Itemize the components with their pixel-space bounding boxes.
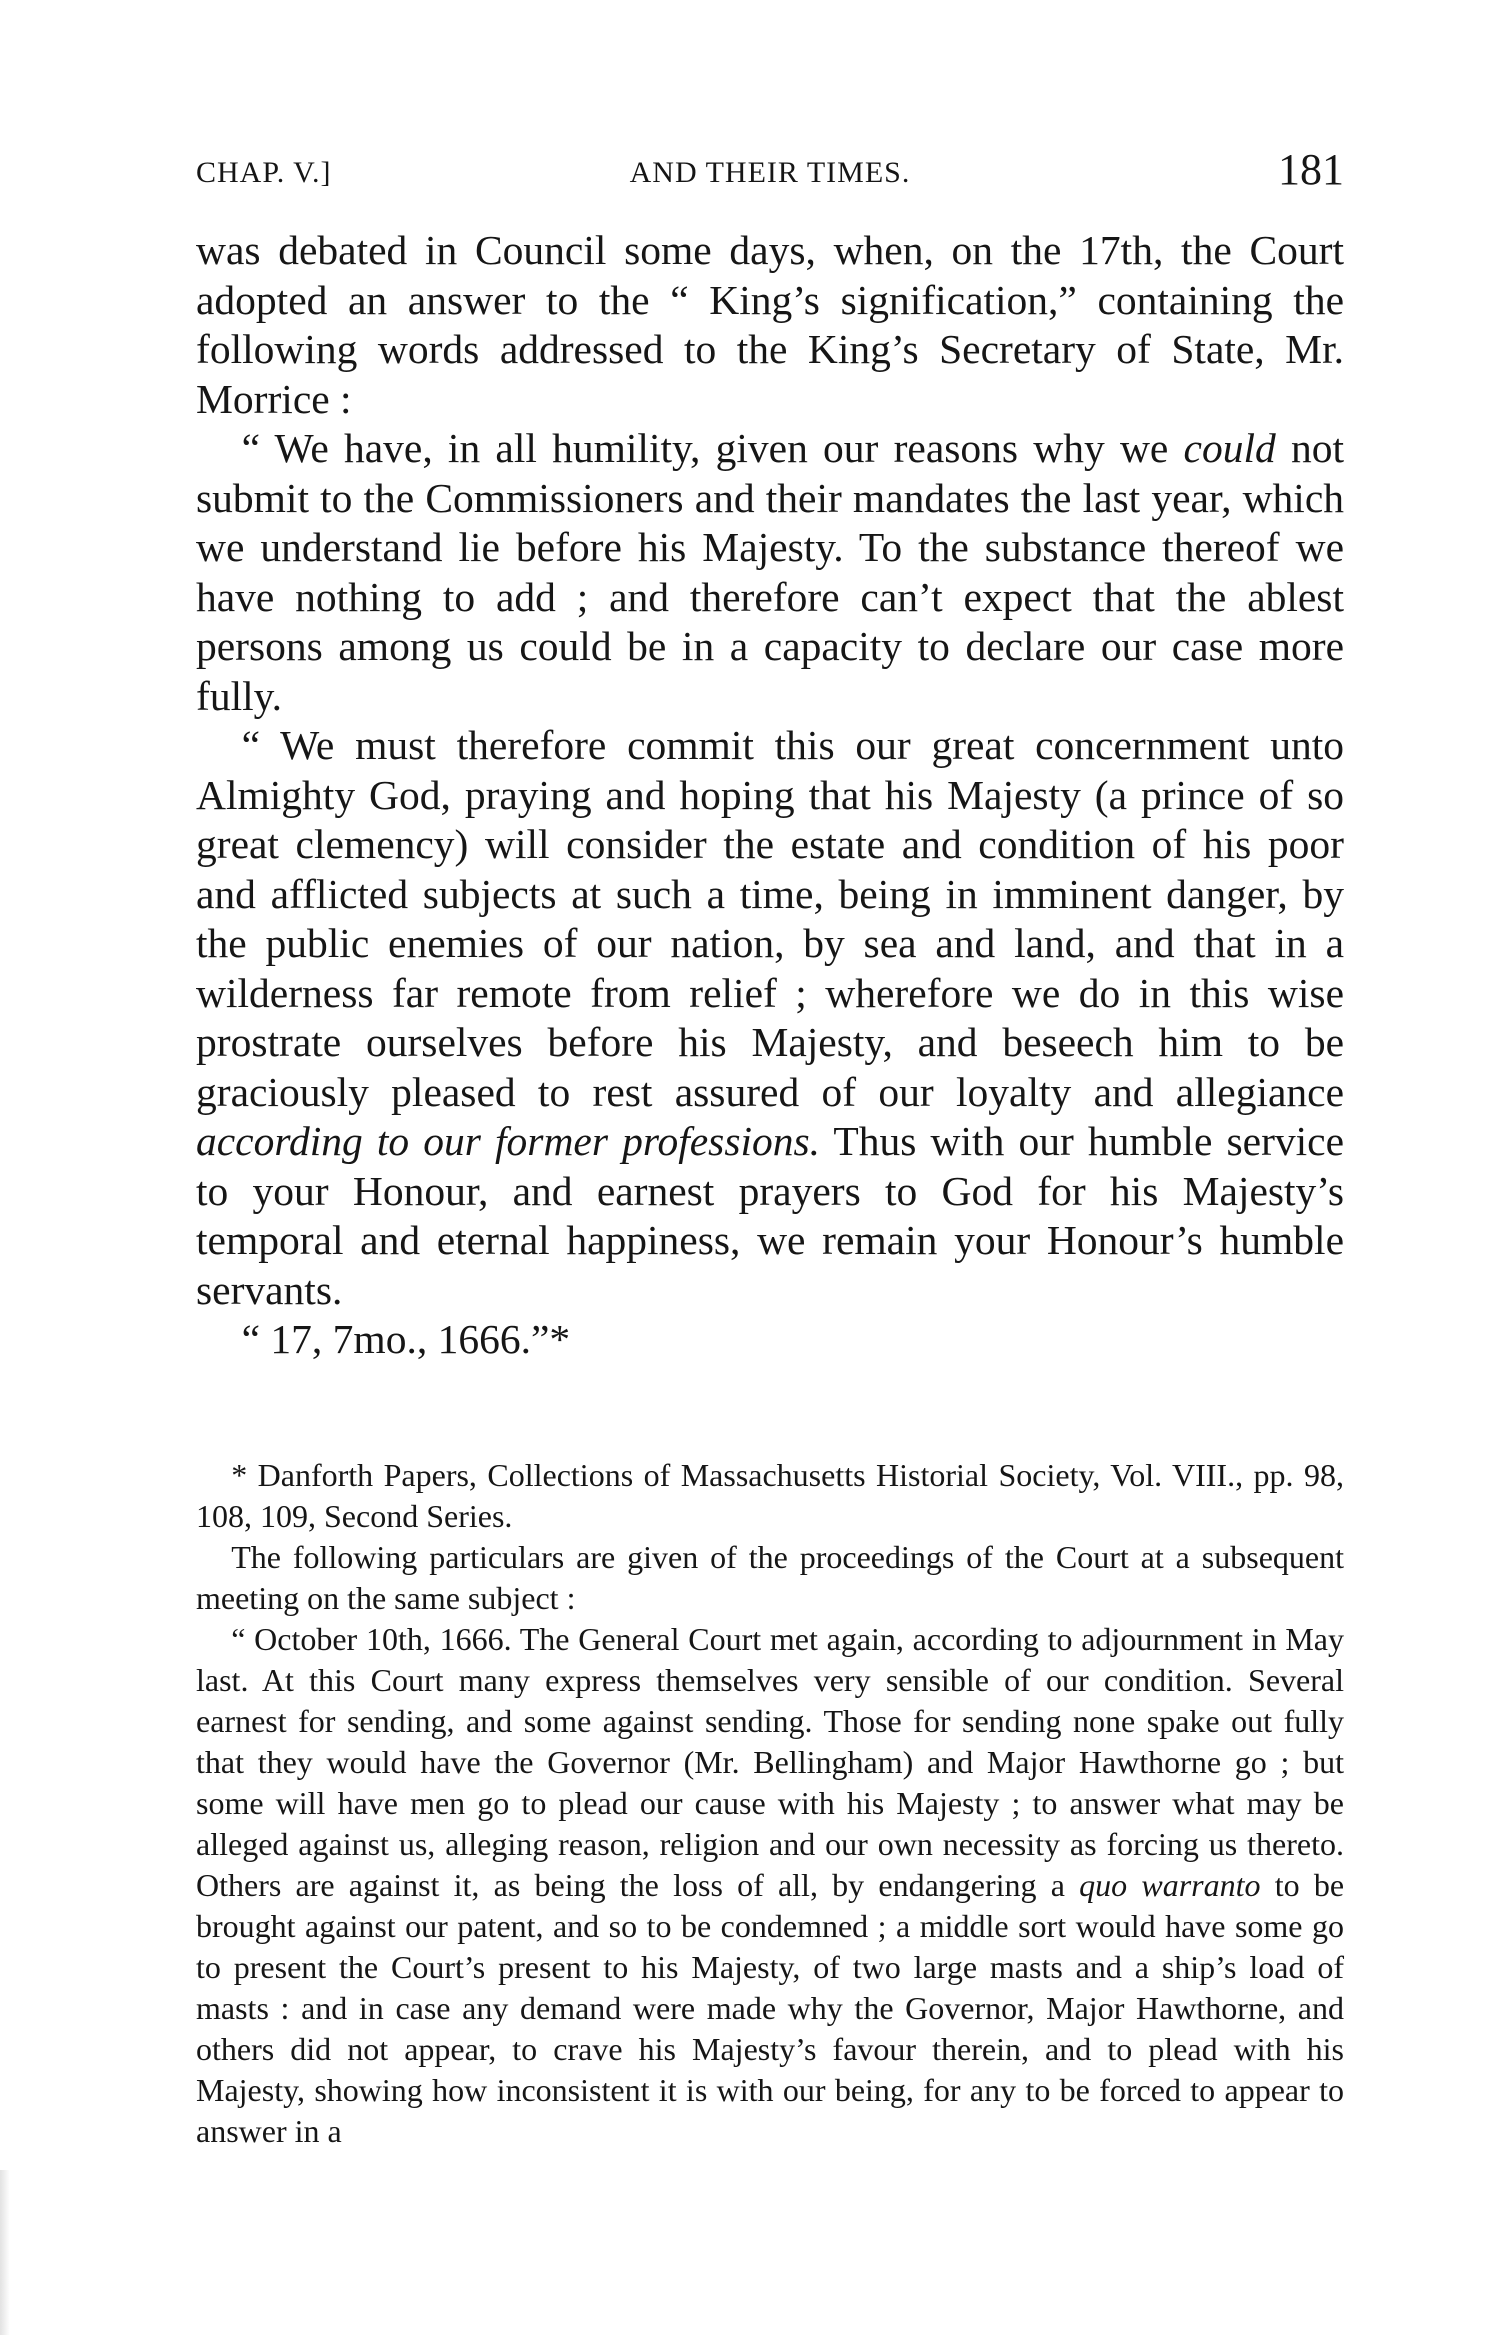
emphasis-text: according to our former professions. (196, 1118, 821, 1164)
paragraph-continuation: was debated in Council some days, when, on the 17th, the Court adopted an answer to the “ King’s signification,” containing the following words addressed to the King’s Secretary of State, Mr. Morrice : (196, 227, 1344, 422)
paragraph-text: “ We have, in all humility, given our reasons why we (241, 425, 1184, 471)
paragraph-text: not submit to the Commissioners and their mandates the last year, which we understand lie before his Majesty. To the substance thereof we have nothing to add ; and therefore can’t expect that the ablest persons among us could be in a capacity to declare our case more fully. (196, 425, 1344, 719)
footnote-quotation (196, 1619, 1344, 2152)
paragraph-letter-1 (196, 424, 1344, 721)
paragraph-text: “ We must therefore commit this our great concernment unto Almighty God, praying and hoping that his Majesty (a prince of so great clemency) will consider the estate and condition of his poor and afflicted subjects at such a time, being in imminent danger, by the public enemies of our nation, by sea and land, and that in a wilderness far remote from relief ; wherefore we do in this wise prostrate ourselves before his Majesty, and beseech him to be graciously pleased to rest assured of our loyalty and allegiance (196, 722, 1344, 1115)
page-edge-shadow (0, 2170, 10, 2335)
paragraph-letter-2 (196, 721, 1344, 1315)
footnote-citation: * Danforth Papers, Collections of Massachusetts Historial Society, Vol. VIII., pp. 98, 108, 109, Second Series. (196, 1457, 1344, 1534)
page-number: 181 (1278, 145, 1344, 194)
main-text (196, 226, 1344, 1365)
letter-date: “ 17, 7mo., 1666.”* (241, 1316, 571, 1362)
running-title: AND THEIR TIMES. (629, 156, 911, 189)
running-header (196, 145, 1344, 198)
emphasis-text: could (1183, 425, 1276, 471)
paragraph-text: Thus with our humble service to your Honour, and earnest prayers to God for his Majesty’s temporal and eternal happiness, we remain your Honour’s humble servants. (196, 1118, 1345, 1313)
footnote-text: to be brought against our patent, and so to be condemned ; a middle sort would have some go to present the Court’s present to his Majesty, of two large masts and a ship’s load of masts : and in case any demand were made why the Governor, Major Hawthorne, and others did not appear, to crave his Majesty’s favour therein, and to plead with his Majesty, showing how inconsistent it is with our being, for any to be forced to appear to answer in a (196, 1867, 1345, 2149)
footnote-text: “ October 10th, 1666. The General Court met again, according to adjournment in May last. At this Court many express themselves very sensible of our condition. Several earnest for sending, and some against sending. Those for sending none spake out fully that they would have the Governor (Mr. Bellingham) and Major Hawthorne go ; but some will have men go to plead our cause with his Majesty ; to answer what may be alleged against us, alleging reason, religion and our own necessity as forcing us thereto. Others are against it, as being the loss of all, by endangering a (196, 1621, 1344, 1903)
footnote-intro: The following particulars are given of the proceedings of the Court at a subsequent meeting on the same subject : (196, 1539, 1344, 1616)
chapter-label: CHAP. V.] (196, 156, 332, 189)
footnotes (196, 1455, 1344, 2152)
footnote-emphasis: quo warranto (1079, 1867, 1261, 1903)
